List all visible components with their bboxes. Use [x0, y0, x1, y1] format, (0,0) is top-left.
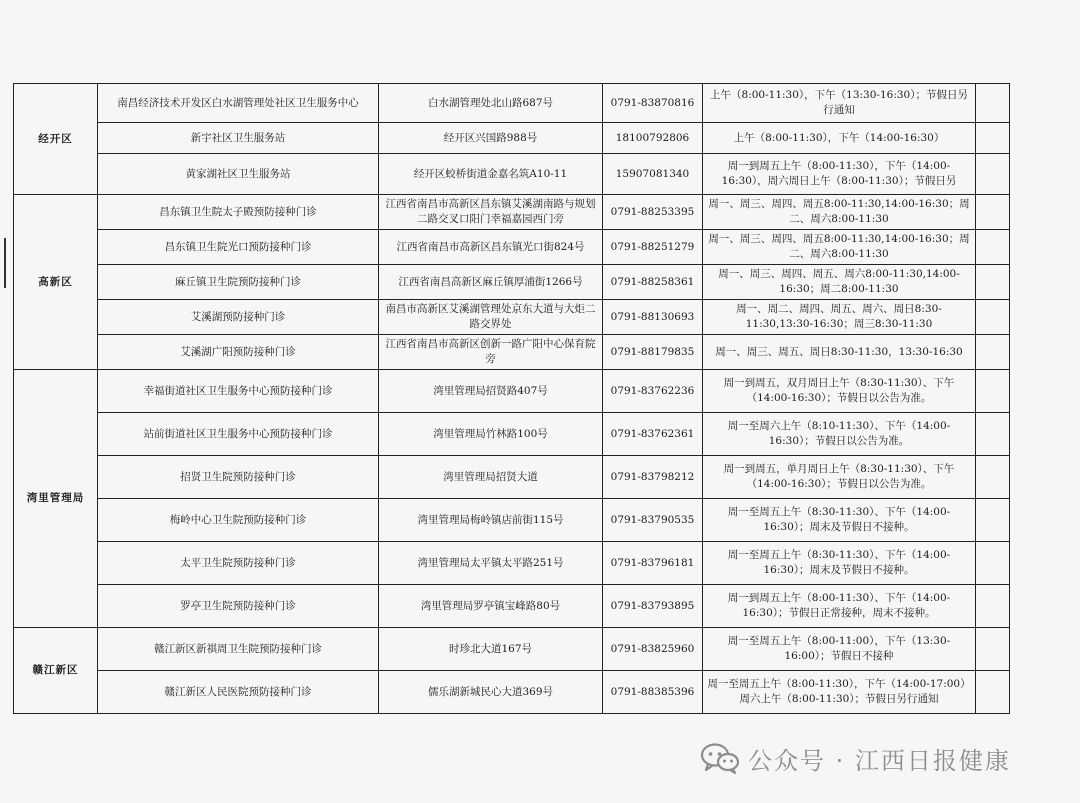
- clinic-phone: 0791-83825960: [603, 628, 703, 671]
- clinic-hours: 周一至周五上午（8:00-11:30），下午（14:00-17:00）周六上午（8:00-11:30）；节假日另行通知: [703, 671, 976, 714]
- clinic-hours: 周一、周三、周四、周五、周六8:00-11:30,14:00-16:30；周二8:00-11:30: [703, 265, 976, 300]
- clinic-name: 昌东镇卫生院太子殿预防接种门诊: [98, 195, 379, 230]
- blank-cell: [976, 84, 1010, 123]
- clinic-name: 麻丘镇卫生院预防接种门诊: [98, 265, 379, 300]
- blank-cell: [976, 499, 1010, 542]
- clinic-address: 江西省南昌市高新区昌东镇光口街824号: [379, 230, 603, 265]
- clinic-address: 江西省南昌高新区麻丘镇厚浦街1266号: [379, 265, 603, 300]
- clinic-hours: 周一、周三、周五、周日8:30-11:30，13:30-16:30: [703, 335, 976, 370]
- blank-cell: [976, 335, 1010, 370]
- blank-cell: [976, 456, 1010, 499]
- clinic-name: 太平卫生院预防接种门诊: [98, 542, 379, 585]
- clinic-phone: 0791-88385396: [603, 671, 703, 714]
- blank-cell: [976, 628, 1010, 671]
- clinic-address: 时珍北大道167号: [379, 628, 603, 671]
- clinic-name: 赣江新区人民医院预防接种门诊: [98, 671, 379, 714]
- district-cell: 赣江新区: [14, 628, 98, 714]
- table-row: [14, 456, 1010, 499]
- clinic-address: 儒乐湖新城民心大道369号: [379, 671, 603, 714]
- clinic-address: 南昌市高新区艾溪湖管理处京东大道与大炬二路交界处: [379, 300, 603, 335]
- blank-cell: [976, 195, 1010, 230]
- clinic-address: 湾里管理局罗亭镇宝峰路80号: [379, 585, 603, 628]
- clinic-hours: 上午（8:00-11:30），下午（13:30-16:30）；节假日另行通知: [703, 84, 976, 123]
- clinic-phone: 0791-88251279: [603, 230, 703, 265]
- clinic-name: 幸福街道社区卫生服务中心预防接种门诊: [98, 370, 379, 413]
- clinic-name: 黄家湖社区卫生服务站: [98, 154, 379, 195]
- blank-cell: [976, 123, 1010, 154]
- clinic-address: 湾里管理局竹林路100号: [379, 413, 603, 456]
- blank-cell: [976, 671, 1010, 714]
- blank-cell: [976, 300, 1010, 335]
- clinic-address: 湾里管理局招贤大道: [379, 456, 603, 499]
- clinic-address: 白水湖管理处北山路687号: [379, 84, 603, 123]
- clinic-hours: 周一、周三、周四、周五8:00-11:30,14:00-16:30；周二、周六8:00-11:30: [703, 195, 976, 230]
- table-row: [14, 370, 1010, 413]
- clinic-phone: 0791-83762236: [603, 370, 703, 413]
- blank-cell: [976, 585, 1010, 628]
- table-row: [14, 300, 1010, 335]
- clinic-hours: 周一、周二、周四、周五、周六、周日8:30-11:30,13:30-16:30；周三8:30-11:30: [703, 300, 976, 335]
- blank-cell: [976, 230, 1010, 265]
- clinic-name: 招贤卫生院预防接种门诊: [98, 456, 379, 499]
- clinic-phone: 0791-88253395: [603, 195, 703, 230]
- clinic-address: 湾里管理局招贤路407号: [379, 370, 603, 413]
- blank-cell: [976, 154, 1010, 195]
- clinic-hours: 周一到周五，单月周日上午（8:30-11:30）、下午（14:00-16:30）；节假日以公告为准。: [703, 456, 976, 499]
- clinic-name: 站前街道社区卫生服务中心预防接种门诊: [98, 413, 379, 456]
- clinic-hours: 周一至周五上午（8:30-11:30）、下午（14:00-16:30）；周末及节假日不接种。: [703, 542, 976, 585]
- page-edge-mark: [4, 238, 6, 288]
- clinic-phone: 0791-88130693: [603, 300, 703, 335]
- blank-cell: [976, 265, 1010, 300]
- clinic-phone: 18100792806: [603, 123, 703, 154]
- table-row: [14, 542, 1010, 585]
- district-cell: 经开区: [14, 84, 98, 195]
- clinic-name: 赣江新区新祺周卫生院预防接种门诊: [98, 628, 379, 671]
- clinic-name: 罗亭卫生院预防接种门诊: [98, 585, 379, 628]
- table-row: [14, 154, 1010, 195]
- clinic-phone: 0791-83798212: [603, 456, 703, 499]
- clinic-name: 新宇社区卫生服务站: [98, 123, 379, 154]
- table-row: [14, 335, 1010, 370]
- clinic-address: 湾里管理局梅岭镇店前街115号: [379, 499, 603, 542]
- blank-cell: [976, 370, 1010, 413]
- table-row: [14, 413, 1010, 456]
- clinic-hours: 上午（8:00-11:30），下午（14:00-16:30）: [703, 123, 976, 154]
- table-row: [14, 499, 1010, 542]
- table-row: [14, 585, 1010, 628]
- table-row: [14, 195, 1010, 230]
- vaccination-clinic-table: [13, 83, 1010, 714]
- source-watermark: [700, 738, 1011, 778]
- table-row: [14, 84, 1010, 123]
- table-row: [14, 230, 1010, 265]
- clinic-hours: 周一至周六上午（8:10-11:30）、下午（14:00-16:30）；节假日以公告为准。: [703, 413, 976, 456]
- clinic-hours: 周一到周五上午（8:00-11:30），下午（14:00-16:30），周六周日上午（8:00-11:30）；节假日另: [703, 154, 976, 195]
- wechat-icon: [700, 742, 740, 774]
- clinic-hours: 周一到周五上午（8:00-11:30）、下午（14:00-16:30）；节假日正常接种，周末不接种。: [703, 585, 976, 628]
- clinic-name: 昌东镇卫生院光口预防接种门诊: [98, 230, 379, 265]
- clinic-address: 经开区兴国路988号: [379, 123, 603, 154]
- clinic-address: 经开区蛟桥街道金嘉名筑A10-11: [379, 154, 603, 195]
- clinic-phone: 0791-88179835: [603, 335, 703, 370]
- clinic-phone: 0791-83762361: [603, 413, 703, 456]
- table-row: [14, 265, 1010, 300]
- clinic-name: 梅岭中心卫生院预防接种门诊: [98, 499, 379, 542]
- clinic-phone: 0791-83870816: [603, 84, 703, 123]
- table-row: [14, 628, 1010, 671]
- clinic-hours: 周一到周五，双月周日上午（8:30-11:30）、下午（14:00-16:30）；节假日以公告为准。: [703, 370, 976, 413]
- district-cell: 高新区: [14, 195, 98, 370]
- watermark-text: 公众号 · 江西日报健康: [748, 746, 1011, 775]
- clinic-phone: 0791-88258361: [603, 265, 703, 300]
- table-row: [14, 123, 1010, 154]
- clinic-phone: 15907081340: [603, 154, 703, 195]
- clinic-address: 江西省南昌市高新区创新一路广阳中心保育院旁: [379, 335, 603, 370]
- clinic-name: 南昌经济技术开发区白水湖管理处社区卫生服务中心: [98, 84, 379, 123]
- clinic-name: 艾溪湖广阳预防接种门诊: [98, 335, 379, 370]
- clinic-address: 湾里管理局太平镇太平路251号: [379, 542, 603, 585]
- clinic-hours: 周一、周三、周四、周五8:00-11:30,14:00-16:30；周二、周六8:00-11:30: [703, 230, 976, 265]
- table-row: [14, 671, 1010, 714]
- clinic-name: 艾溪湖预防接种门诊: [98, 300, 379, 335]
- clinic-phone: 0791-83790535: [603, 499, 703, 542]
- clinic-hours: 周一至周五上午（8:30-11:30）、下午（14:00-16:30）；周末及节假日不接种。: [703, 499, 976, 542]
- clinic-phone: 0791-83796181: [603, 542, 703, 585]
- blank-cell: [976, 413, 1010, 456]
- clinic-hours: 周一至周五上午（8:00-11:00），下午（13:30-16:00）；节假日不接种: [703, 628, 976, 671]
- district-cell: 湾里管理局: [14, 370, 98, 628]
- blank-cell: [976, 542, 1010, 585]
- clinic-address: 江西省南昌市高新区昌东镇艾溪湖南路与规划二路交叉口阳门幸福嘉园西门旁: [379, 195, 603, 230]
- clinic-phone: 0791-83793895: [603, 585, 703, 628]
